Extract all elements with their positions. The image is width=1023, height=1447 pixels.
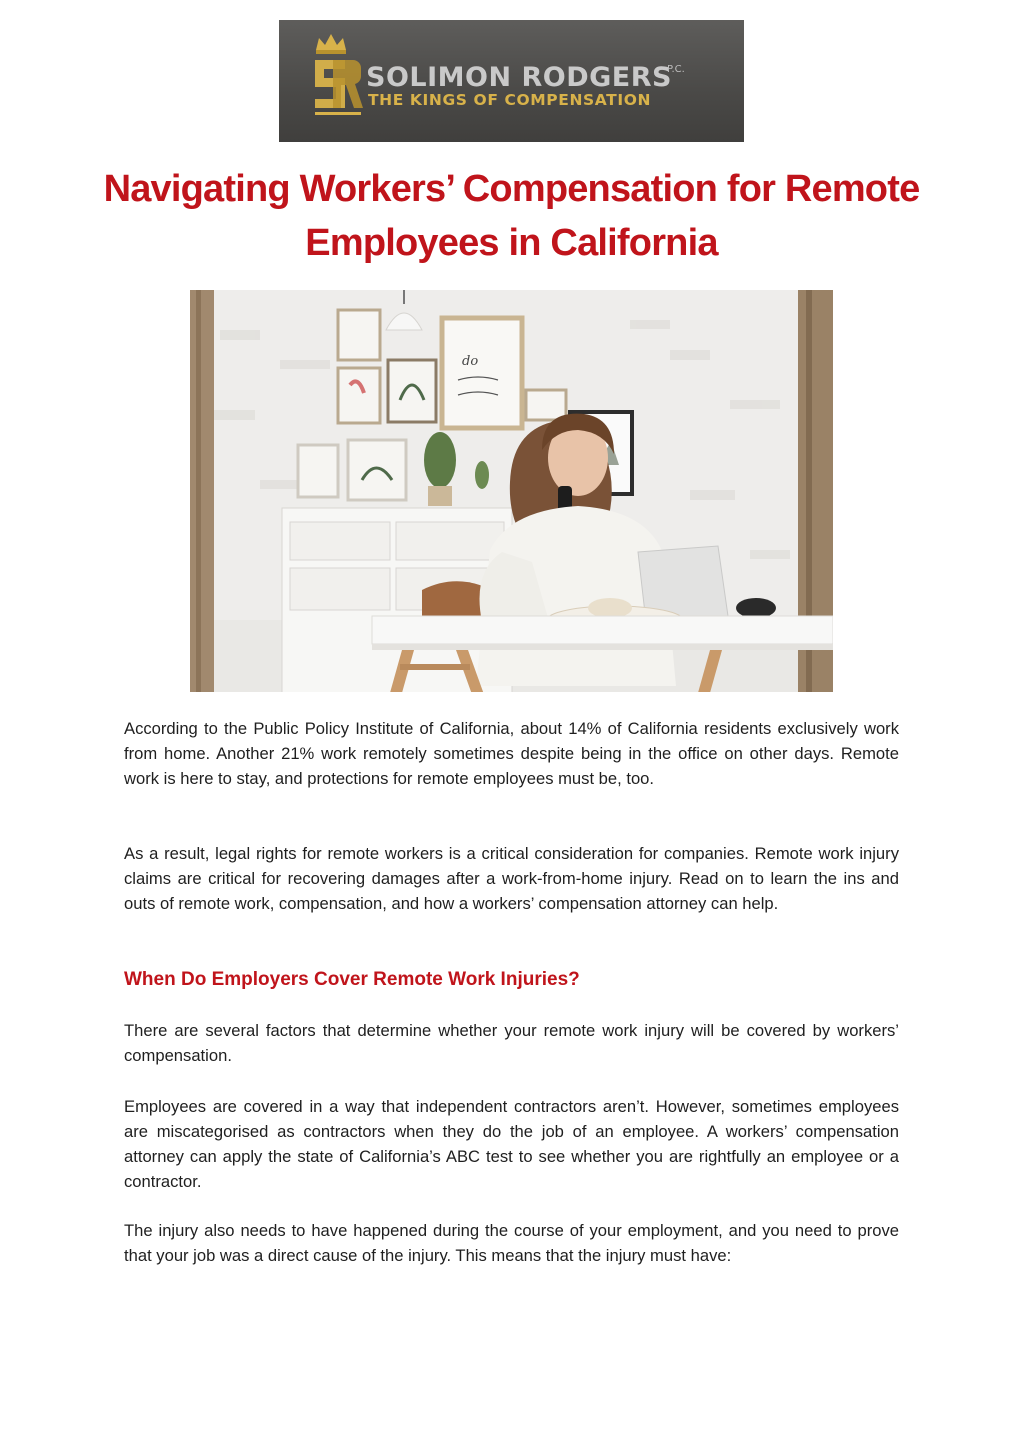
section-paragraph-2: Employees are covered in a way that independent contractors aren’t. However, sometimes employees are miscategorised as contractors when they do the job of an employee. A workers’ compensation attorney can apply the state of California’s ABC test to see whether you are rightfully an employee or a contractor. bbox=[124, 1097, 899, 1191]
logo-suffix: P.C. bbox=[667, 64, 685, 75]
intro-paragraph-1: According to the Public Policy Institute of California, about 14% of California residents exclusively work from home. Another 21% work remotely sometimes despite being in the office on other days. Remote work is here to stay, and protections for remote employees must be, too. bbox=[124, 719, 899, 788]
intro-paragraph-2: As a result, legal rights for remote workers is a critical consideration for companies. Remote work injury claims are critical for recovering damages after a work-from-home injury. Read on to learn the ins and outs of remote work, compensation, and how a workers’ compensation attorney can help. bbox=[124, 844, 899, 913]
logo-firm-name: SOLIMON RODGERS bbox=[366, 62, 672, 93]
section-paragraph-1: There are several factors that determine whether your remote work injury will be covered by workers’ compensation. bbox=[124, 1021, 899, 1065]
hero-photo bbox=[190, 290, 833, 692]
page-title: Navigating Workers’ Compensation for Remote Employees in California bbox=[103, 168, 920, 264]
section-heading: When Do Employers Cover Remote Work Injuries? bbox=[124, 969, 580, 990]
logo-tagline: THE KINGS OF COMPENSATION bbox=[368, 91, 652, 109]
section-paragraph-3: The injury also needs to have happened during the course of your employment, and you need to prove that your job was a direct cause of the injury. This means that the injury must have: bbox=[124, 1221, 899, 1265]
svg-text:do: do bbox=[462, 354, 479, 369]
firm-logo bbox=[279, 20, 744, 142]
